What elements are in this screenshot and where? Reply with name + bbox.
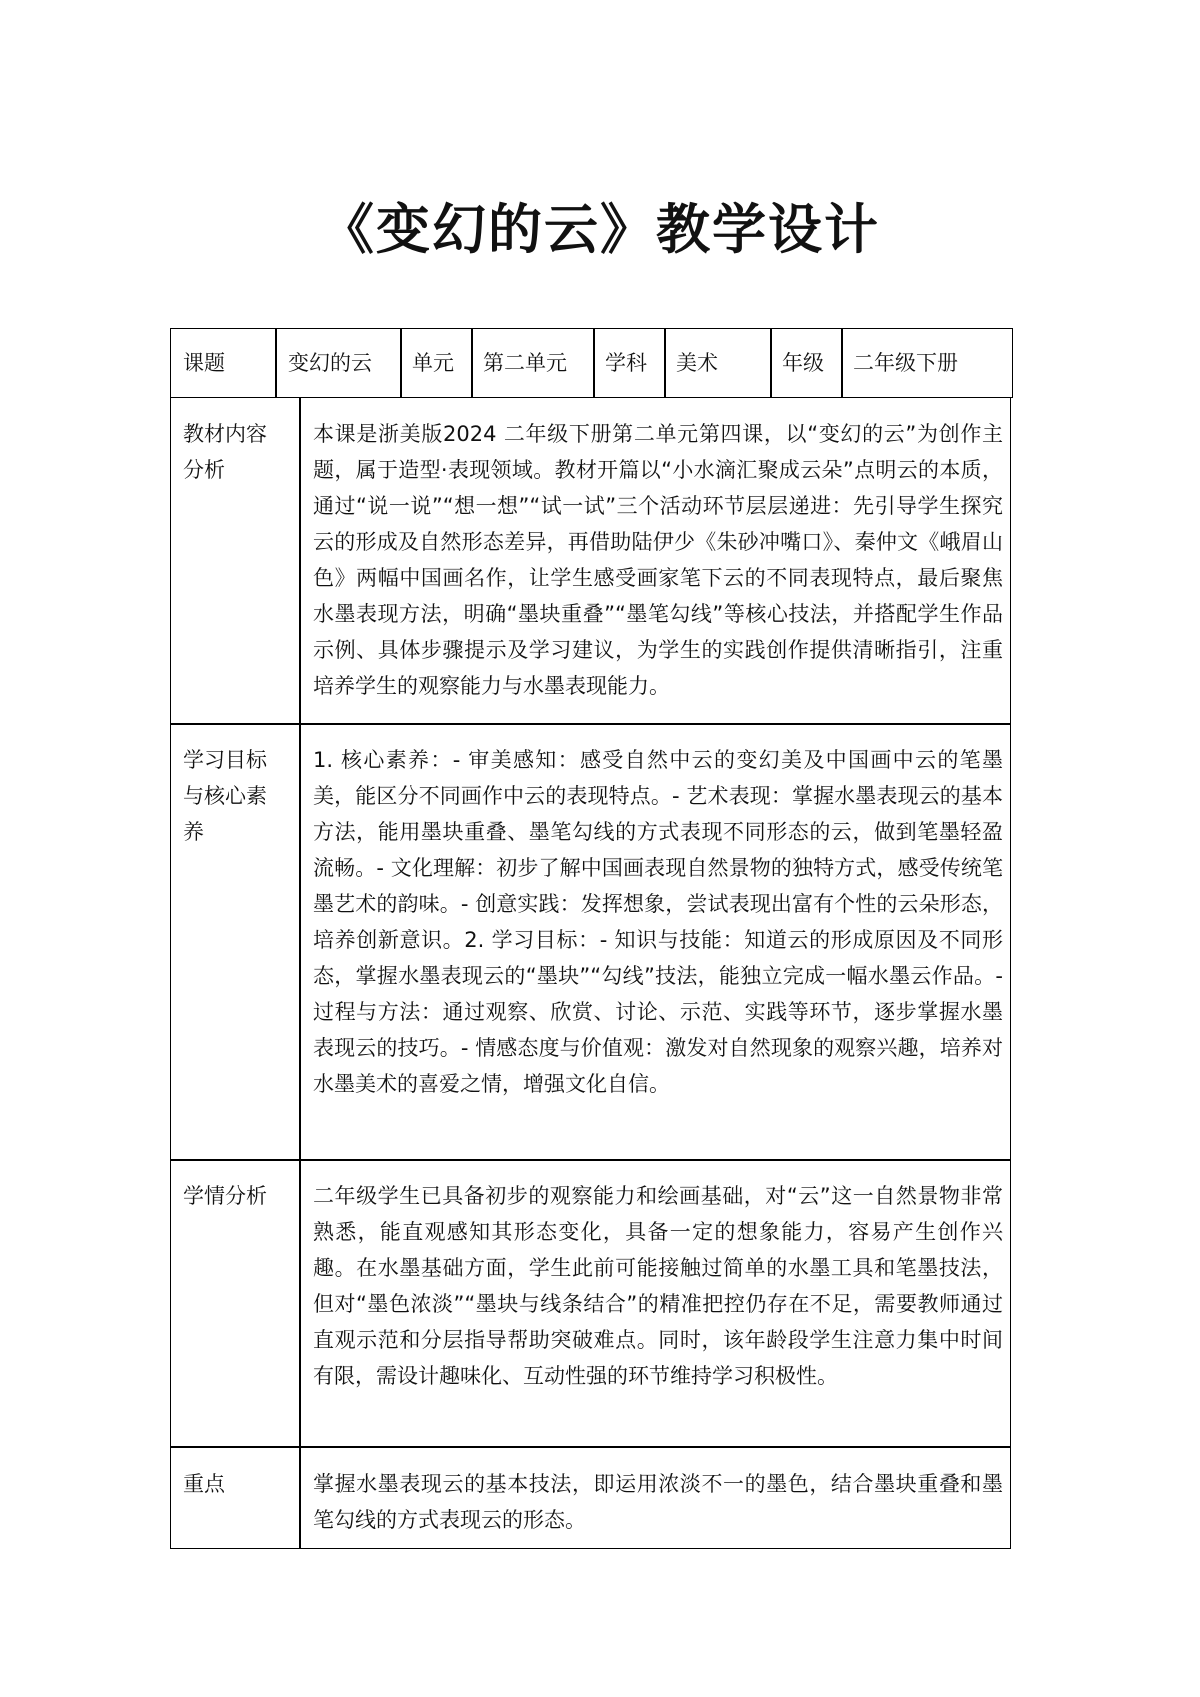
row-label-learning-goals: 学习目标与核心素养 <box>183 748 267 844</box>
row-content-student-analysis: 二年级学生已具备初步的观察能力和绘画基础，对“云”这一自然景物非常熟悉，能直观感知其形态变化，具备一定的想象能力，容易产生创作兴趣。在水墨基础方面，学生此前可能接触过简单的水墨工具和笔墨技法，但对“墨色浓淡”“墨块与线条结合”的精准把控仍存在不足，需要教师通过直观示范和分层指导帮助突破难点。同时，该年龄段学生注意力集中时间有限，需设计趣味化、互动性强的环节维持学习积极性。 <box>313 1184 1003 1388</box>
row-label-student-analysis: 学情分析 <box>183 1184 267 1208</box>
row-content-key-points: 掌握水墨表现云的基本技法，即运用浓淡不一的墨色，结合墨块重叠和墨笔勾线的方式表现云的形态。 <box>313 1472 1003 1532</box>
row-label-textbook-analysis: 教材内容分析 <box>183 422 267 482</box>
page-title: 《变幻的云》教学设计 <box>320 198 880 261</box>
header-label-grade: 年级 <box>782 351 824 375</box>
header-label-subject: 学科 <box>605 351 647 375</box>
header-value-subject: 美术 <box>676 351 718 375</box>
row-label-key-points: 重点 <box>183 1472 225 1496</box>
header-value-topic: 变幻的云 <box>288 351 372 375</box>
header-label-unit: 单元 <box>412 351 454 375</box>
header-value-grade: 二年级下册 <box>853 351 958 375</box>
header-value-unit: 第二单元 <box>483 351 567 375</box>
row-content-learning-goals: 1. 核心素养：- 审美感知：感受自然中云的变幻美及中国画中云的笔墨美，能区分不同画作中云的表现特点。- 艺术表现：掌握水墨表现云的基本方法，能用墨块重叠、墨笔勾线的方式表现不同形态的云，做到笔墨轻盈流畅。- 文化理解：初步了解中国画表现自然景物的独特方式，感受传统笔墨艺术的韵味。- 创意实践：发挥想象，尝试表现出富有个性的云朵形态，培养创新意识。2. 学习目标：- 知识与技能：知道云的形成原因及不同形态，掌握水墨表现云的“墨块”“勾线”技法，能独立完成一幅水墨云作品。- 过程与方法：通过观察、欣赏、讨论、示范、实践等环节，逐步掌握水墨表现云的技巧。- 情感态度与价值观：激发对自然现象的观察兴趣，培养对水墨美术的喜爱之情，增强文化自信。 <box>313 748 1003 1096</box>
header-label-topic: 课题 <box>183 351 225 375</box>
row-content-textbook-analysis: 本课是浙美版2024 二年级下册第二单元第四课，以“变幻的云”为创作主题，属于造型·表现领域。教材开篇以“小水滴汇聚成云朵”点明云的本质，通过“说一说”“想一想”“试一试”三个活动环节层层递进：先引导学生探究云的形成及自然形态差异，再借助陆伊少《朱砂冲嘴口》、秦仲文《峨眉山色》两幅中国画名作，让学生感受画家笔下云的不同表现特点，最后聚焦水墨表现方法，明确“墨块重叠”“墨笔勾线”等核心技法，并搭配学生作品示例、具体步骤提示及学习建议，为学生的实践创作提供清晰指引，注重培养学生的观察能力与水墨表现能力。 <box>313 422 1003 698</box>
